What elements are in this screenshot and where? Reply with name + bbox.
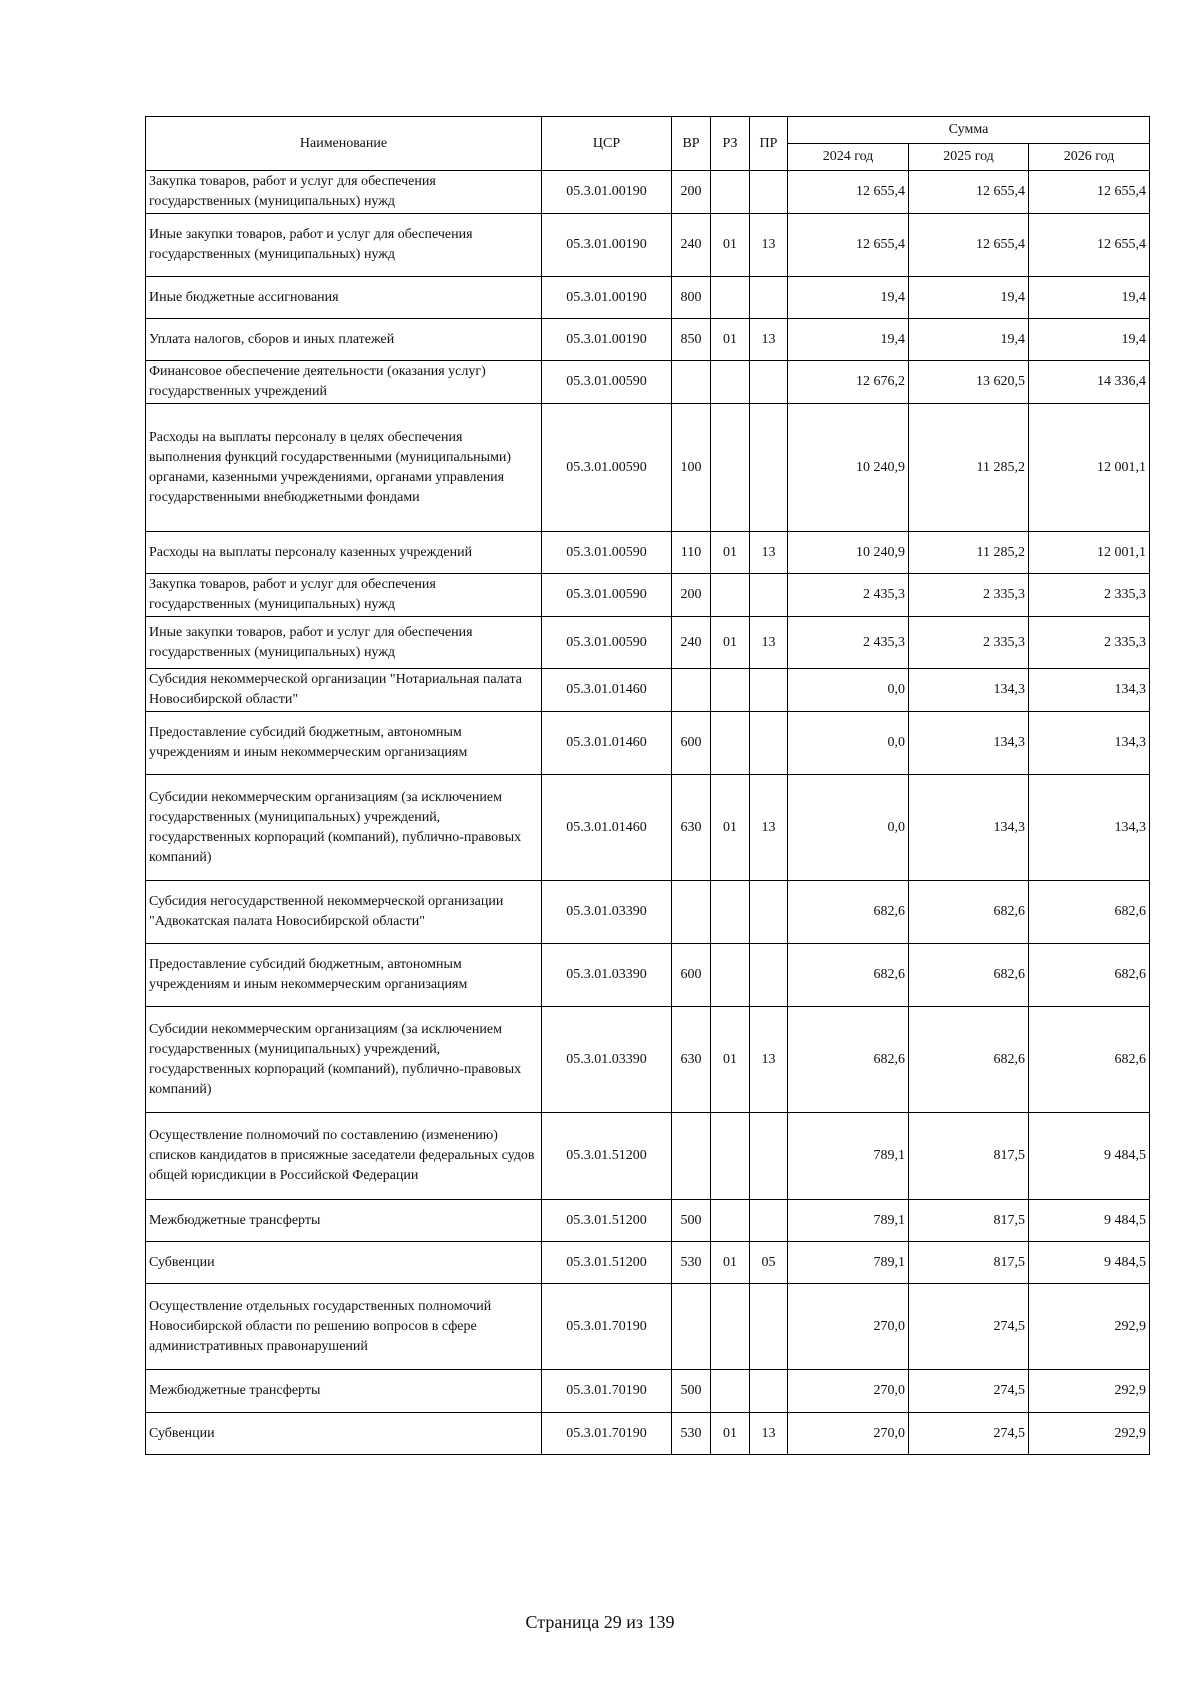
cell-csr: 05.3.01.00190: [542, 214, 672, 277]
cell-rz: 01: [711, 1413, 750, 1455]
table-row: [146, 574, 1150, 617]
cell-pr: [750, 881, 788, 944]
cell-vr: 530: [672, 1242, 711, 1284]
cell-pr: 13: [750, 617, 788, 669]
header-rz: РЗ: [711, 117, 750, 171]
cell-pr: [750, 669, 788, 712]
cell-rz: [711, 1113, 750, 1200]
header-year-2024: 2024 год: [788, 144, 909, 171]
cell-sum-2024: 12 676,2: [788, 361, 909, 404]
cell-pr: 13: [750, 1007, 788, 1113]
table-row: [146, 881, 1150, 944]
cell-csr: 05.3.01.03390: [542, 944, 672, 1007]
cell-vr: 200: [672, 171, 711, 214]
cell-sum-2026: 292,9: [1029, 1370, 1150, 1413]
cell-csr: 05.3.01.01460: [542, 712, 672, 775]
cell-sum-2026: 9 484,5: [1029, 1242, 1150, 1284]
cell-rz: [711, 1370, 750, 1413]
cell-csr: 05.3.01.70190: [542, 1413, 672, 1455]
cell-rz: 01: [711, 214, 750, 277]
table-row: [146, 319, 1150, 361]
table-row: [146, 1007, 1150, 1113]
cell-sum-2024: 682,6: [788, 881, 909, 944]
cell-sum-2026: 134,3: [1029, 669, 1150, 712]
cell-name: Предоставление субсидий бюджетным, автономным учреждениям и иным некоммерческим организациям: [146, 944, 542, 1007]
header-csr: ЦСР: [542, 117, 672, 171]
cell-sum-2025: 682,6: [909, 881, 1029, 944]
cell-sum-2025: 817,5: [909, 1200, 1029, 1242]
cell-pr: [750, 1284, 788, 1370]
cell-sum-2024: 270,0: [788, 1413, 909, 1455]
cell-name: Субсидия некоммерческой организации "Нотариальная палата Новосибирской области": [146, 669, 542, 712]
cell-sum-2025: 682,6: [909, 944, 1029, 1007]
page-number: Страница 29 из 139: [525, 1612, 675, 1632]
cell-sum-2025: 274,5: [909, 1413, 1029, 1455]
cell-sum-2026: 2 335,3: [1029, 617, 1150, 669]
cell-sum-2026: 12 655,4: [1029, 171, 1150, 214]
table-row: [146, 1413, 1150, 1455]
cell-sum-2024: 0,0: [788, 775, 909, 881]
cell-vr: [672, 881, 711, 944]
cell-sum-2026: 12 655,4: [1029, 214, 1150, 277]
cell-csr: 05.3.01.01460: [542, 669, 672, 712]
cell-rz: [711, 881, 750, 944]
cell-sum-2025: 817,5: [909, 1242, 1029, 1284]
cell-name: Осуществление полномочий по составлению (изменению) списков кандидатов в присяжные заседатели федеральных судов общей юрисдикции в Российской Федерации: [146, 1113, 542, 1200]
cell-csr: 05.3.01.00590: [542, 404, 672, 532]
cell-sum-2024: 19,4: [788, 277, 909, 319]
cell-csr: 05.3.01.00190: [542, 171, 672, 214]
cell-pr: 13: [750, 319, 788, 361]
cell-rz: 01: [711, 775, 750, 881]
cell-sum-2025: 134,3: [909, 775, 1029, 881]
cell-vr: 530: [672, 1413, 711, 1455]
cell-sum-2026: 292,9: [1029, 1413, 1150, 1455]
cell-vr: 850: [672, 319, 711, 361]
cell-vr: 630: [672, 775, 711, 881]
cell-vr: [672, 361, 711, 404]
cell-sum-2026: 134,3: [1029, 775, 1150, 881]
cell-name: Предоставление субсидий бюджетным, автономным учреждениям и иным некоммерческим организациям: [146, 712, 542, 775]
cell-sum-2025: 274,5: [909, 1284, 1029, 1370]
cell-name: Расходы на выплаты персоналу казенных учреждений: [146, 532, 542, 574]
cell-sum-2024: 10 240,9: [788, 532, 909, 574]
table-row: [146, 944, 1150, 1007]
cell-vr: 600: [672, 712, 711, 775]
table-row: [146, 361, 1150, 404]
header-pr: ПР: [750, 117, 788, 171]
cell-sum-2026: 12 001,1: [1029, 404, 1150, 532]
cell-csr: 05.3.01.01460: [542, 775, 672, 881]
cell-rz: 01: [711, 1242, 750, 1284]
cell-vr: 200: [672, 574, 711, 617]
cell-csr: 05.3.01.00590: [542, 574, 672, 617]
cell-vr: 630: [672, 1007, 711, 1113]
cell-sum-2024: 789,1: [788, 1242, 909, 1284]
cell-sum-2024: 10 240,9: [788, 404, 909, 532]
cell-sum-2025: 12 655,4: [909, 171, 1029, 214]
cell-rz: [711, 404, 750, 532]
cell-csr: 05.3.01.70190: [542, 1370, 672, 1413]
cell-name: Субсидия негосударственной некоммерческой организации "Адвокатская палата Новосибирской области": [146, 881, 542, 944]
cell-rz: [711, 574, 750, 617]
cell-sum-2025: 682,6: [909, 1007, 1029, 1113]
cell-pr: 13: [750, 214, 788, 277]
cell-sum-2025: 817,5: [909, 1113, 1029, 1200]
cell-name: Закупка товаров, работ и услуг для обеспечения государственных (муниципальных) нужд: [146, 171, 542, 214]
cell-sum-2025: 13 620,5: [909, 361, 1029, 404]
cell-vr: [672, 1284, 711, 1370]
cell-sum-2024: 0,0: [788, 669, 909, 712]
budget-table: [145, 116, 1150, 1455]
cell-csr: 05.3.01.00590: [542, 361, 672, 404]
cell-pr: 13: [750, 532, 788, 574]
cell-rz: 01: [711, 532, 750, 574]
cell-sum-2026: 19,4: [1029, 277, 1150, 319]
cell-vr: 100: [672, 404, 711, 532]
cell-csr: 05.3.01.51200: [542, 1113, 672, 1200]
header-year-2025: 2025 год: [909, 144, 1029, 171]
cell-rz: [711, 669, 750, 712]
cell-sum-2024: 12 655,4: [788, 171, 909, 214]
cell-sum-2026: 12 001,1: [1029, 532, 1150, 574]
cell-csr: 05.3.01.00590: [542, 532, 672, 574]
cell-csr: 05.3.01.51200: [542, 1200, 672, 1242]
header-sum: Сумма: [788, 117, 1150, 144]
cell-sum-2025: 19,4: [909, 319, 1029, 361]
cell-sum-2024: 270,0: [788, 1284, 909, 1370]
cell-sum-2024: 682,6: [788, 944, 909, 1007]
cell-csr: 05.3.01.70190: [542, 1284, 672, 1370]
cell-pr: [750, 944, 788, 1007]
cell-name: Межбюджетные трансферты: [146, 1370, 542, 1413]
table-row: [146, 532, 1150, 574]
cell-csr: 05.3.01.51200: [542, 1242, 672, 1284]
cell-vr: 500: [672, 1200, 711, 1242]
cell-rz: [711, 361, 750, 404]
cell-rz: [711, 171, 750, 214]
cell-pr: [750, 361, 788, 404]
table-row: [146, 669, 1150, 712]
cell-sum-2025: 19,4: [909, 277, 1029, 319]
cell-pr: [750, 574, 788, 617]
cell-name: Осуществление отдельных государственных полномочий Новосибирской области по решению вопросов в сфере административных правонарушений: [146, 1284, 542, 1370]
table-row: [146, 1242, 1150, 1284]
cell-pr: [750, 171, 788, 214]
cell-sum-2025: 11 285,2: [909, 532, 1029, 574]
table-row: [146, 277, 1150, 319]
cell-sum-2026: 9 484,5: [1029, 1200, 1150, 1242]
cell-vr: 600: [672, 944, 711, 1007]
cell-vr: [672, 669, 711, 712]
cell-sum-2024: 0,0: [788, 712, 909, 775]
cell-rz: [711, 944, 750, 1007]
cell-pr: [750, 712, 788, 775]
cell-sum-2026: 682,6: [1029, 944, 1150, 1007]
cell-sum-2026: 2 335,3: [1029, 574, 1150, 617]
cell-vr: 240: [672, 617, 711, 669]
cell-sum-2025: 2 335,3: [909, 617, 1029, 669]
cell-rz: [711, 712, 750, 775]
cell-name: Финансовое обеспечение деятельности (оказания услуг) государственных учреждений: [146, 361, 542, 404]
cell-pr: [750, 1200, 788, 1242]
cell-rz: [711, 1200, 750, 1242]
cell-sum-2024: 682,6: [788, 1007, 909, 1113]
cell-rz: 01: [711, 1007, 750, 1113]
table-row: [146, 775, 1150, 881]
cell-sum-2024: 789,1: [788, 1113, 909, 1200]
table-body: [146, 171, 1150, 1455]
cell-sum-2026: 134,3: [1029, 712, 1150, 775]
cell-name: Субвенции: [146, 1242, 542, 1284]
cell-vr: 800: [672, 277, 711, 319]
header-name: Наименование: [146, 117, 542, 171]
cell-rz: 01: [711, 617, 750, 669]
cell-name: Иные бюджетные ассигнования: [146, 277, 542, 319]
cell-sum-2025: 134,3: [909, 712, 1029, 775]
cell-name: Субсидии некоммерческим организациям (за исключением государственных (муниципальных) учреждений, государственных корпораций (компаний), публично-правовых компаний): [146, 775, 542, 881]
cell-sum-2026: 682,6: [1029, 881, 1150, 944]
cell-pr: 05: [750, 1242, 788, 1284]
cell-sum-2024: 2 435,3: [788, 617, 909, 669]
cell-sum-2025: 2 335,3: [909, 574, 1029, 617]
table-row: [146, 1200, 1150, 1242]
header-vr: ВР: [672, 117, 711, 171]
cell-sum-2026: 682,6: [1029, 1007, 1150, 1113]
cell-name: Закупка товаров, работ и услуг для обеспечения государственных (муниципальных) нужд: [146, 574, 542, 617]
cell-rz: [711, 1284, 750, 1370]
cell-csr: 05.3.01.00590: [542, 617, 672, 669]
cell-sum-2026: 14 336,4: [1029, 361, 1150, 404]
cell-sum-2025: 12 655,4: [909, 214, 1029, 277]
cell-pr: [750, 277, 788, 319]
cell-vr: [672, 1113, 711, 1200]
table-row: [146, 214, 1150, 277]
cell-name: Субсидии некоммерческим организациям (за исключением государственных (муниципальных) учреждений, государственных корпораций (компаний), публично-правовых компаний): [146, 1007, 542, 1113]
cell-sum-2024: 270,0: [788, 1370, 909, 1413]
cell-rz: 01: [711, 319, 750, 361]
cell-csr: 05.3.01.00190: [542, 319, 672, 361]
cell-name: Уплата налогов, сборов и иных платежей: [146, 319, 542, 361]
cell-sum-2026: 292,9: [1029, 1284, 1150, 1370]
cell-pr: 13: [750, 775, 788, 881]
cell-csr: 05.3.01.03390: [542, 881, 672, 944]
table-row: [146, 617, 1150, 669]
table-row: [146, 1284, 1150, 1370]
cell-sum-2026: 9 484,5: [1029, 1113, 1150, 1200]
cell-sum-2024: 2 435,3: [788, 574, 909, 617]
cell-pr: 13: [750, 1413, 788, 1455]
cell-sum-2026: 19,4: [1029, 319, 1150, 361]
cell-name: Иные закупки товаров, работ и услуг для обеспечения государственных (муниципальных) нужд: [146, 617, 542, 669]
cell-name: Субвенции: [146, 1413, 542, 1455]
table-row: [146, 712, 1150, 775]
cell-name: Расходы на выплаты персоналу в целях обеспечения выполнения функций государственными (муниципальными) органами, казенными учреждениями, органами управления государственными внебюджетными фондами: [146, 404, 542, 532]
cell-sum-2024: 19,4: [788, 319, 909, 361]
cell-sum-2025: 274,5: [909, 1370, 1029, 1413]
cell-sum-2025: 134,3: [909, 669, 1029, 712]
cell-sum-2025: 11 285,2: [909, 404, 1029, 532]
cell-pr: [750, 1370, 788, 1413]
table-row: [146, 1370, 1150, 1413]
cell-pr: [750, 404, 788, 532]
table-header: [146, 117, 1150, 171]
cell-sum-2024: 12 655,4: [788, 214, 909, 277]
cell-sum-2024: 789,1: [788, 1200, 909, 1242]
cell-vr: 110: [672, 532, 711, 574]
cell-name: Межбюджетные трансферты: [146, 1200, 542, 1242]
table-row: [146, 404, 1150, 532]
cell-rz: [711, 277, 750, 319]
cell-vr: 240: [672, 214, 711, 277]
cell-vr: 500: [672, 1370, 711, 1413]
table-row: [146, 1113, 1150, 1200]
cell-pr: [750, 1113, 788, 1200]
cell-name: Иные закупки товаров, работ и услуг для обеспечения государственных (муниципальных) нужд: [146, 214, 542, 277]
table-row: [146, 171, 1150, 214]
cell-csr: 05.3.01.03390: [542, 1007, 672, 1113]
cell-csr: 05.3.01.00190: [542, 277, 672, 319]
header-year-2026: 2026 год: [1029, 144, 1150, 171]
